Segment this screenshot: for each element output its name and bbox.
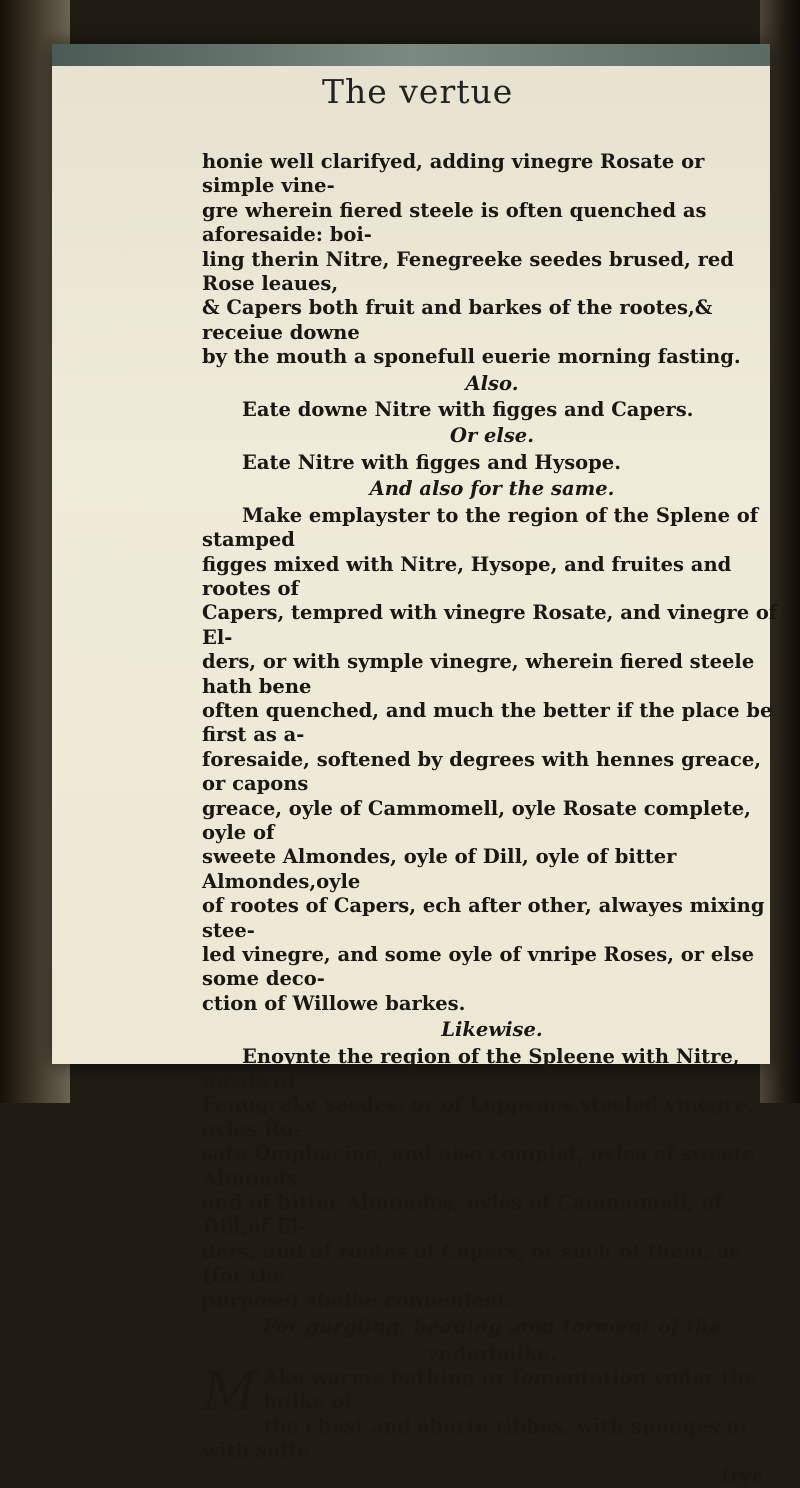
text-line: the chest and shorte ribbes, with sponges or with softe [202,1414,750,1463]
text-line: gre wherein fiered steele is often quenched as aforesaide: boi- [202,198,707,247]
text-line-dropcap [202,1359,782,1423]
book-page [52,44,778,1487]
text-line: Eate downe Nitre with figges and Capers. [242,398,694,422]
drop-capital: M [202,1359,258,1423]
section-heading: For gurgling, heauing ,and torment of the [262,1315,722,1339]
text-line: Eate Nitre with figges and Hysope. [242,450,622,474]
text-line: figges mixed with Nitre, Hysope, and fruites and rootes of [202,552,732,600]
text-line: ders, or with symple vinegre, wherein fiered steele hath bene [202,650,755,698]
text-line: and of bitter Almondes, oyles of Cammomell, of Dill,of El- [202,1191,723,1239]
text-line: ction of Willowe barkes. [202,991,466,1015]
text-line: Make emplayster to the region of the Splene of stamped [202,503,759,552]
text-line: led vinegre, and some oyle of vnripe Roses, or else some deco- [202,943,755,991]
text-block [202,150,782,1488]
section-heading: Likewise. [441,1018,543,1042]
section-heading: Or else. [449,424,535,448]
text-line: ling therin Nitre, Fenegreeke seedes brused, red Rose leaues, [202,247,734,296]
text-line: greace, oyle of Cammomell, oyle Rosate complete, oyle of [202,796,751,844]
text-line: sweete Almondes, oyle of Dill, oyle of bitter Almondes,oyle [202,845,677,893]
catchword: frye [721,1463,764,1487]
text-line: ders, and of rootes of Capers, or such of them, as (for the [202,1239,741,1288]
text-line: of rootes of Capers, ech after other, alwayes mixing stee- [202,894,765,942]
section-heading: And also for the same. [369,477,615,501]
text-line: foresaide, softened by degrees with hennes greace, or capons [202,747,762,796]
text-line: sate Omphacine, and also complet, oyles of sweete Almonds [202,1142,756,1190]
text-line: by the mouth a sponefull euerie morning fasting. [202,345,741,369]
text-line-body: Ake warme bathing or fomentation vnder the bulke of [263,1365,758,1414]
section-heading: Also. [465,371,519,395]
text-line: honie well clarifyed, adding vinegre Rosate or simple vine- [202,150,705,198]
text-line: Capers, tempred with vinegre Rosate, and vinegre of El- [202,601,778,649]
running-head: The vertue [322,72,514,111]
text-line: Enoynte the region of the Spleene with Nitre, meale of [202,1044,740,1093]
text-line: purpose) shalbe conuenient. [202,1288,514,1312]
page-top-edge [52,44,770,66]
section-heading-continuation: vnderbulke. [427,1341,557,1365]
text-line: & Capers both fruit and barkes of the rootes,& receiue downe [202,296,713,344]
text-line: often quenched, and much the better if the place be first as a- [202,698,773,747]
text-line: Fenugreke seedes, or of Luppynes,steeled vinegre, oyles Ro- [202,1093,754,1141]
